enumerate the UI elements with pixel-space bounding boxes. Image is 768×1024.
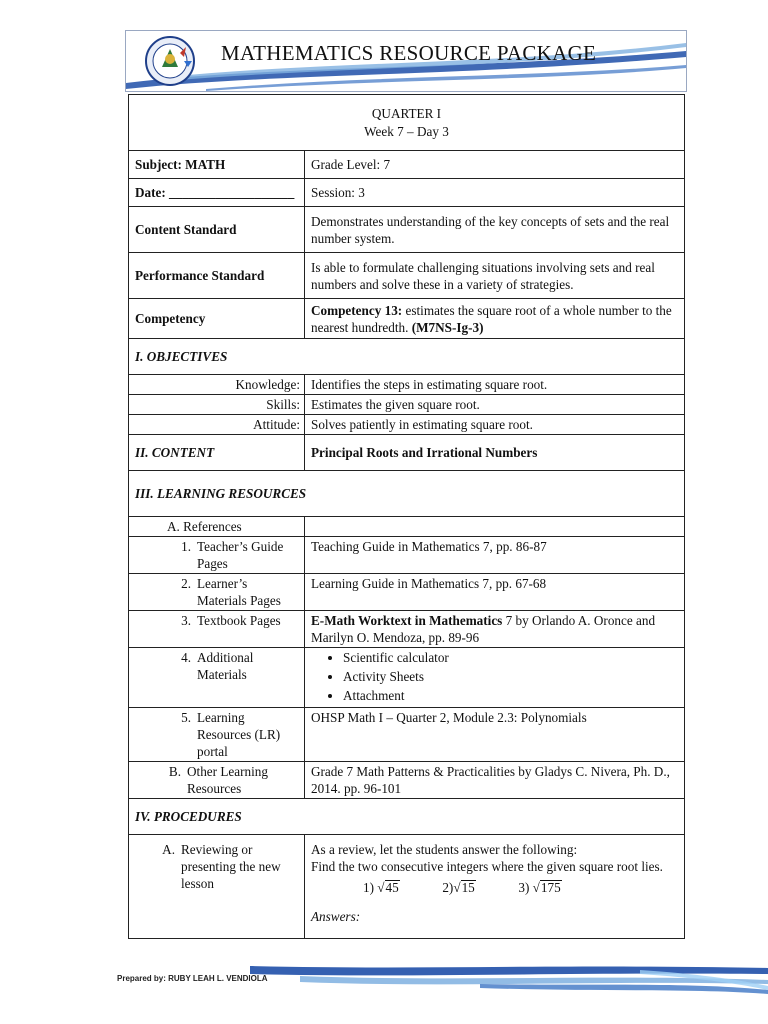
content-standard-text: Demonstrates understanding of the key concepts of sets and the real number system. — [305, 207, 685, 253]
resource-num: 4. — [181, 650, 191, 665]
content-heading: II. CONTENT — [129, 435, 305, 471]
procedures-heading-row — [129, 799, 685, 835]
competency-text — [305, 299, 685, 339]
content-topic: Principal Roots and Irrational Numbers — [305, 435, 685, 471]
objective-label: Knowledge: — [129, 375, 305, 395]
problem-list — [311, 879, 678, 896]
radicand: 45 — [385, 880, 399, 895]
resource-num: 3. — [181, 613, 191, 628]
objective-text: Estimates the given square root. — [305, 395, 685, 415]
objectives-heading: I. OBJECTIVES — [129, 339, 685, 375]
procedure-num: A. — [162, 842, 175, 857]
list-item: • Attachment — [343, 687, 678, 704]
quarter-title: QUARTER I — [371, 106, 442, 121]
header-banner — [125, 30, 687, 92]
content-standard-row — [129, 207, 685, 253]
resource-label: Learning Resources (LR) portal — [197, 710, 281, 759]
competency-label: Competency — [129, 299, 305, 339]
subject-label: Subject: MATH — [129, 151, 305, 179]
radicand: 175 — [540, 880, 561, 895]
resource-label: Textbook Pages — [197, 613, 281, 628]
objective-text: Solves patiently in estimating square root. — [305, 415, 685, 435]
objective-knowledge-row — [129, 375, 685, 395]
resource-num: B. — [168, 764, 181, 779]
sqrt-icon: √ — [532, 880, 540, 895]
objective-skills-row — [129, 395, 685, 415]
resources-heading: III. LEARNING RESOURCES — [129, 471, 685, 517]
procedure-a-content — [305, 835, 685, 939]
resource-label: Additional Materials — [197, 650, 254, 682]
procedure-a-label-cell — [129, 835, 305, 939]
resource-text: Learning Guide in Mathematics 7, pp. 67-68 — [305, 574, 685, 611]
objective-attitude-row — [129, 415, 685, 435]
objective-label: Attitude: — [129, 415, 305, 435]
resource-num: 2. — [181, 576, 191, 591]
sqrt-icon: √ — [377, 880, 385, 895]
problem-number: 1) — [363, 880, 374, 895]
performance-standard-text: Is able to formulate challenging situations involving sets and real numbers and solve these in a variety of strategies. — [305, 253, 685, 299]
procedures-heading: IV. PROCEDURES — [129, 799, 685, 835]
quarter-cell — [129, 95, 685, 151]
problem-number: 2) — [442, 880, 454, 895]
resource-text: OHSP Math I – Quarter 2, Module 2.3: Polynomials — [305, 708, 685, 762]
objective-text: Identifies the steps in estimating square root. — [305, 375, 685, 395]
resource-row — [129, 537, 685, 574]
radicand: 15 — [461, 880, 475, 895]
competency-number: Competency 13: — [311, 302, 403, 318]
answers-label: Answers: — [311, 909, 361, 924]
resource-label: Other Learning Resources — [187, 764, 268, 796]
resource-label-cell — [129, 648, 305, 708]
objectives-heading-row — [129, 339, 685, 375]
content-row — [129, 435, 685, 471]
prepared-by: Prepared by: RUBY LEAH L. VENDIOLA — [117, 974, 268, 983]
quarter-week: Week 7 – Day 3 — [364, 124, 449, 139]
competency-code: (M7NS-Ig-3) — [411, 319, 484, 335]
content-standard-label: Content Standard — [129, 207, 305, 253]
procedure-a-row — [129, 835, 685, 939]
objective-label: Skills: — [129, 395, 305, 415]
resource-label: Teacher’s Guide Pages — [197, 539, 284, 571]
deped-seal-logo — [144, 35, 196, 87]
date-row — [129, 179, 685, 207]
references-label: A. References — [129, 517, 305, 537]
references-empty — [305, 517, 685, 537]
date-label: Date: ___________________ — [129, 179, 305, 207]
resource-text-cell — [305, 611, 685, 648]
competency-description: estimates the square root of a whole number to the nearest hundredth. — [311, 302, 672, 335]
resource-label-cell — [129, 537, 305, 574]
session: Session: 3 — [305, 179, 685, 207]
textbook-title: E-Math Worktext in Mathematics — [311, 613, 503, 628]
resource-num: 5. — [181, 710, 191, 725]
resource-text: Teaching Guide in Mathematics 7, pp. 86-87 — [305, 537, 685, 574]
additional-materials-list — [311, 649, 678, 704]
list-item: • Scientific calculator — [343, 649, 678, 666]
resource-text: Grade 7 Math Patterns & Practicalities by Gladys C. Nivera, Ph. D., 2014. pp. 96-101 — [305, 762, 685, 799]
resource-label-cell — [129, 708, 305, 762]
resource-row — [129, 648, 685, 708]
resource-num: 1. — [181, 539, 191, 554]
page-title: MATHEMATICS RESOURCE PACKAGE — [221, 41, 597, 65]
performance-standard-label: Performance Standard — [129, 253, 305, 299]
resource-row — [129, 574, 685, 611]
list-item: • Activity Sheets — [343, 668, 678, 685]
resource-label-cell — [129, 611, 305, 648]
subject-row — [129, 151, 685, 179]
lesson-plan-table — [128, 94, 685, 939]
footer-swoosh-graphic — [0, 960, 768, 1000]
resource-row — [129, 611, 685, 648]
sqrt-icon: √ — [453, 880, 461, 895]
procedure-task: Find the two consecutive integers where the given square root lies. — [311, 859, 663, 874]
procedure-label: Reviewing or presenting the new lesson — [181, 842, 281, 891]
problem-number: 3) — [518, 880, 530, 895]
quarter-row — [129, 95, 685, 151]
additional-materials-cell — [305, 648, 685, 708]
other-resources-label-cell — [129, 762, 305, 799]
performance-standard-row — [129, 253, 685, 299]
competency-row — [129, 299, 685, 339]
grade-level: Grade Level: 7 — [305, 151, 685, 179]
procedure-instruction: As a review, let the students answer the following: — [311, 842, 578, 857]
resource-row — [129, 708, 685, 762]
resources-heading-row — [129, 471, 685, 517]
resource-label: Learner’s Materials Pages — [197, 576, 281, 608]
references-row — [129, 517, 685, 537]
textbook-details: 7 by Orlando A. Oronce and Marilyn O. Mendoza, pp. 89-96 — [311, 613, 656, 645]
resource-label-cell — [129, 574, 305, 611]
other-resources-row — [129, 762, 685, 799]
